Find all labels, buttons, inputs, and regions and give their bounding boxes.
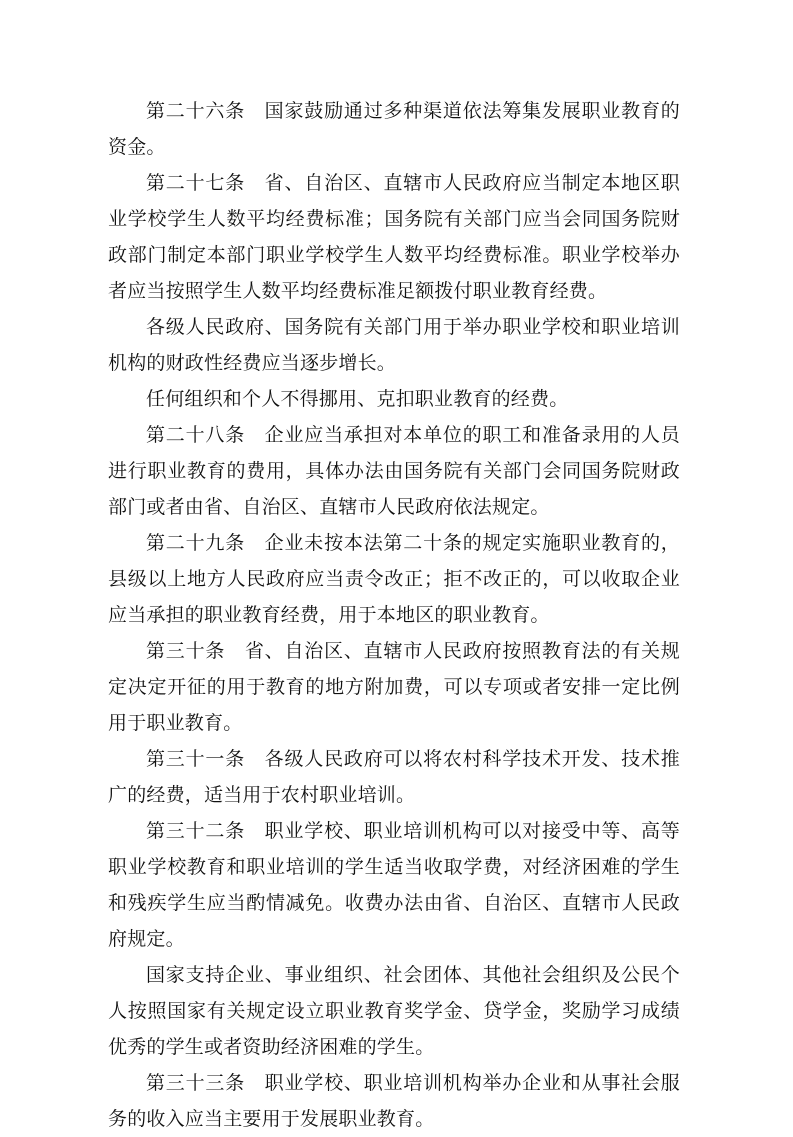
paragraph-article-27-clause-2 (108, 309, 680, 381)
article-number: 第二十九条 (146, 532, 246, 554)
paragraph-text: 企业未按本法第二十条的规定实施职业教育的，县级以上地方人民政府应当责令改正；拒不改正的，可以收取企业应当承担的职业教育经费，用于本地区的职业教育。 (108, 532, 680, 626)
paragraph-article-30 (108, 633, 680, 741)
paragraph-article-32 (108, 813, 680, 957)
paragraph-article-32-clause-2 (108, 957, 680, 1065)
article-number: 第二十六条 (146, 100, 246, 122)
paragraph-article-26 (108, 93, 680, 165)
paragraph-article-27-clause-3 (108, 381, 680, 417)
paragraph-text: 各级人民政府、国务院有关部门用于举办职业学校和职业培训机构的财政性经费应当逐步增长。 (108, 316, 680, 374)
paragraph-text: 省、自治区、直辖市人民政府应当制定本地区职业学校学生人数平均经费标准；国务院有关部门应当会同国务院财政部门制定本部门职业学校学生人数平均经费标准。职业学校举办者应当按照学生人数平均经费标准足额拨付职业教育经费。 (108, 172, 680, 302)
article-number: 第三十条 (146, 640, 226, 662)
paragraph-text: 省、自治区、直辖市人民政府按照教育法的有关规定决定开征的用于教育的地方附加费，可以专项或者安排一定比例用于职业教育。 (108, 640, 680, 734)
article-number: 第二十七条 (146, 172, 246, 194)
paragraph-text: 任何组织和个人不得挪用、克扣职业教育的经费。 (146, 388, 569, 410)
document-body (108, 93, 680, 1137)
article-number: 第二十八条 (146, 424, 246, 446)
paragraph-text: 国家支持企业、事业组织、社会团体、其他社会组织及公民个人按照国家有关规定设立职业教育奖学金、贷学金，奖励学习成绩优秀的学生或者资助经济困难的学生。 (108, 964, 680, 1058)
paragraph-text: 国家鼓励通过多种渠道依法筹集发展职业教育的资金。 (108, 100, 680, 158)
paragraph-article-29 (108, 525, 680, 633)
article-number: 第三十二条 (146, 820, 246, 842)
paragraph-text: 各级人民政府可以将农村科学技术开发、技术推广的经费，适当用于农村职业培训。 (108, 748, 680, 806)
paragraph-text: 企业应当承担对本单位的职工和准备录用的人员进行职业教育的费用，具体办法由国务院有关部门会同国务院财政部门或者由省、自治区、直辖市人民政府依法规定。 (108, 424, 680, 518)
article-number: 第三十一条 (146, 748, 246, 770)
paragraph-article-28 (108, 417, 680, 525)
article-number: 第三十三条 (146, 1072, 246, 1094)
paragraph-article-31 (108, 741, 680, 813)
paragraph-text: 职业学校、职业培训机构可以对接受中等、高等职业学校教育和职业培训的学生适当收取学费，对经济困难的学生和残疾学生应当酌情减免。收费办法由省、自治区、直辖市人民政府规定。 (108, 820, 680, 950)
paragraph-text: 职业学校、职业培训机构举办企业和从事社会服务的收入应当主要用于发展职业教育。 (108, 1072, 680, 1130)
paragraph-article-27 (108, 165, 680, 309)
paragraph-article-33 (108, 1065, 680, 1137)
